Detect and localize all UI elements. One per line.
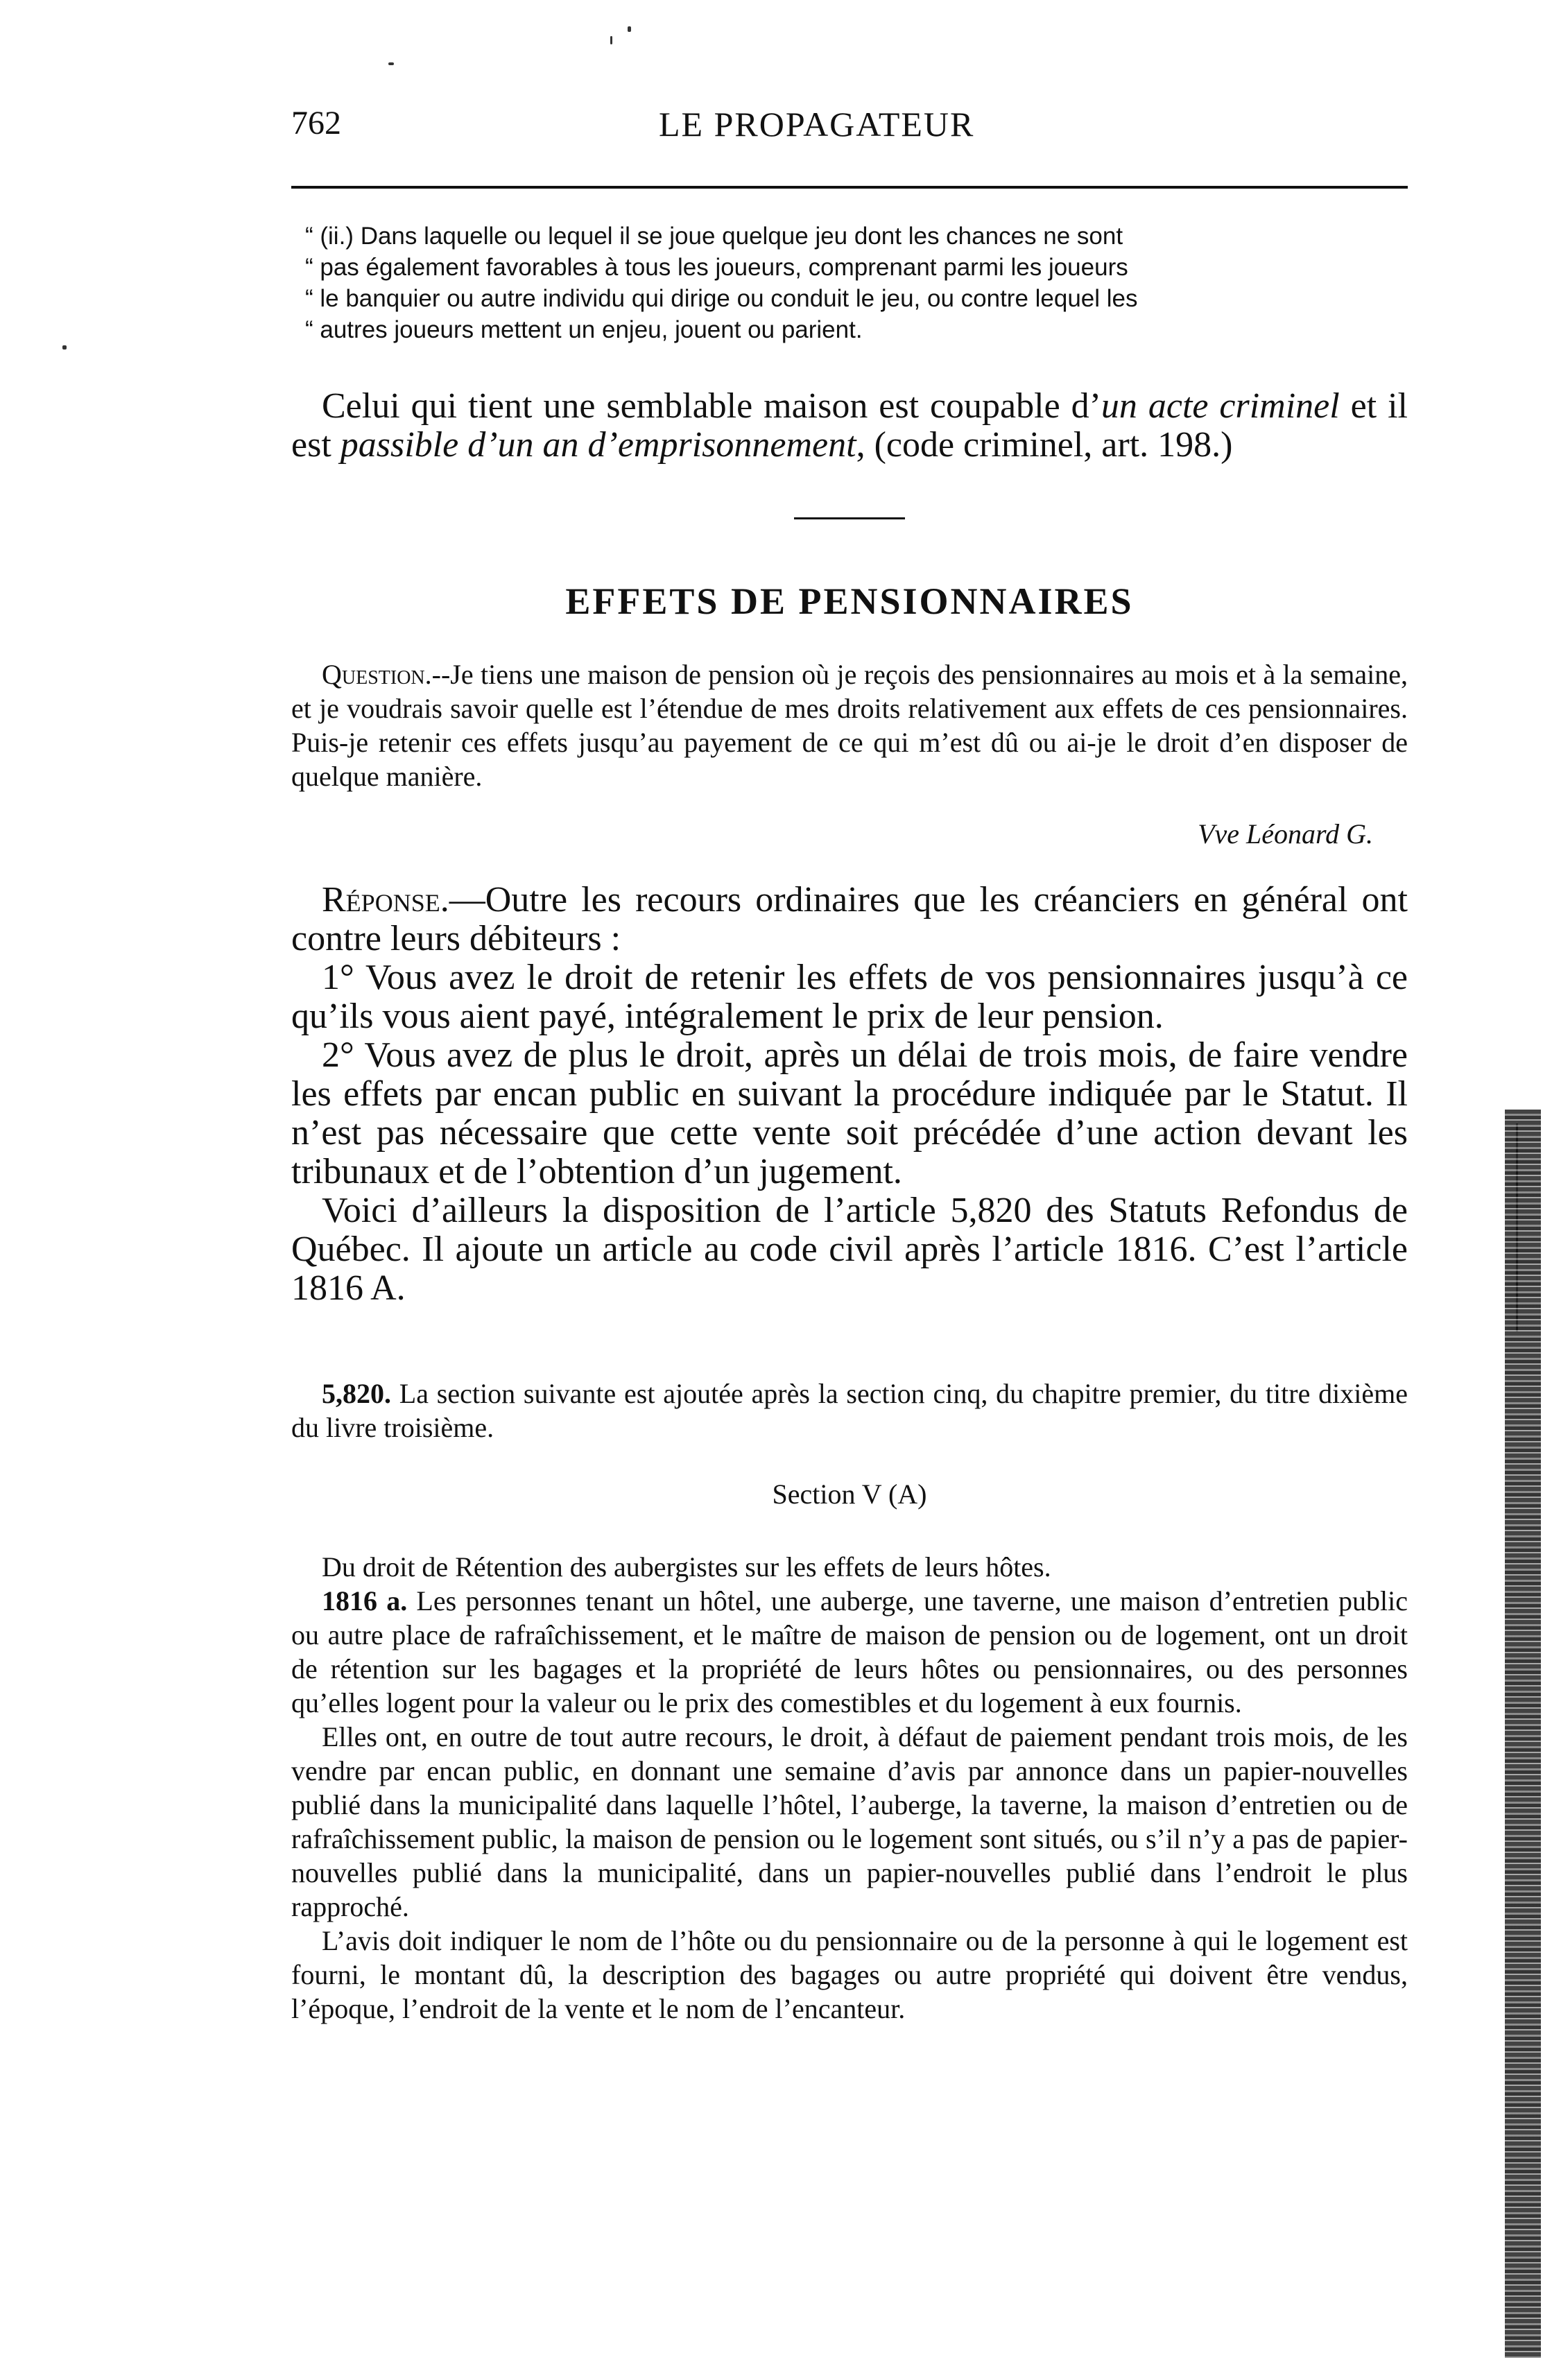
quote-line: “ autres joueurs mettent un enjeu, jouent ou parient. [305, 316, 863, 343]
response-point-1: 1° Vous avez le droit de retenir les effets de vos pensionnaires jusqu’à ce qu’ils vous aient payé, intégralement le prix de leur pension. [291, 958, 1408, 1036]
italic-phrase: passible d’un an d’emprisonnement [340, 425, 856, 465]
running-title: LE PROPAGATEUR [659, 105, 975, 144]
quoted-clause [305, 221, 1401, 345]
article-5820: 5,820. La section suivante est ajoutée après la section cinq, du chapitre premier, du titre dixième du livre troisième. [291, 1378, 1408, 1443]
question-signature: Vve Léonard G. [1198, 818, 1373, 850]
response-label: Réponse. [322, 880, 449, 920]
binding-edge [1505, 1110, 1541, 2358]
quote-line: “ pas également favorables à tous les joueurs, comprenant parmi les joueurs [305, 254, 1128, 281]
response-section [291, 881, 1408, 1308]
article-number: 5,820. [322, 1378, 391, 1409]
page-header [291, 104, 1401, 153]
italic-phrase: un acte criminel [1101, 386, 1340, 426]
article-number: 1816 a. [322, 1585, 408, 1616]
article-1816a-para-3: L’avis doit indiquer le nom de l’hôte ou du pensionnaire ou de la personne à qui le logement est fourni, le montant dû, la description des bagages ou autre propriété qui doivent être vendus, l’époque, l’endroit de la vente et le nom de l’encanteur. [291, 1925, 1408, 2024]
article-1816a-para-1: 1816 a. Les personnes tenant un hôtel, une auberge, une taverne, une maison d’entretien public ou autre place de rafraîchissement, et le maître de maison de pension ou de logement, ont un droit de rétention sur les bagages et la propriété de leurs hôtes ou pensionnaires, ou des personnes qu’elles logent pour la valeur ou le prix des comestibles et du logement à eux fournis. [291, 1585, 1408, 1718]
print-speck [388, 62, 394, 65]
article-1816a [291, 1584, 1408, 2026]
quote-line: “ le banquier ou autre individu qui dirige ou conduit le jeu, ou contre lequel les [305, 285, 1138, 312]
response-point-2: 2° Vous avez de plus le droit, après un délai de trois mois, de faire vendre les effets par encan public en suivant la procédure indiquée par le Statut. Il n’est pas nécessaire que cette vente soit précédée d’une action devant les tribunaux et de l’obtention d’un jugement. [291, 1035, 1408, 1191]
response-point-3: Voici d’ailleurs la disposition de l’article 5,820 des Statuts Refondus de Québec. Il ajoute un article au code civil après l’article 1816. C’est l’article 1816 A. [291, 1191, 1408, 1308]
page-number: 762 [291, 105, 341, 141]
print-speck [610, 36, 612, 44]
penalty-paragraph: Celui qui tient une semblable maison est coupable d’un acte criminel et il est passible d’un an d’emprisonnement, (code criminel, art. 198.) [291, 386, 1408, 465]
print-speck [628, 26, 631, 32]
header-rule [291, 186, 1408, 189]
response-intro: Réponse.—Outre les recours ordinaires que les créanciers en général ont contre leurs débiteurs : [291, 880, 1408, 958]
section-v-heading: Section V (A) [772, 1478, 927, 1510]
article-1816a-para-2: Elles ont, en outre de tout autre recours, le droit, à défaut de paiement pendant trois mois, de les vendre par encan public, en donnant une semaine d’avis par annonce dans un papier-nouvelles publié dans la municipalité dans laquelle l’hôtel, l’auberge, la taverne, la maison d’entretien ou de rafraîchissement public, la maison de pension ou le logement sont situés, ou s’il n’y a pas de papier-nouvelles publié dans la municipalité, dans un papier-nouvelles publié dans l’endroit le plus rapproché. [291, 1721, 1408, 1922]
section-divider [794, 517, 905, 519]
question-paragraph: Question.--Je tiens une maison de pension où je reçois des pensionnaires au mois et à la semaine, et je voudrais savoir quelle est l’étendue de mes droits relativement aux effets de ces pensionnaires. Puis-je retenir ces effets jusqu’au payement de ce qui m’est dû ou ai-je le droit d’en disposer de quelque manière. [291, 659, 1408, 792]
print-speck [62, 345, 67, 350]
section-title: EFFETS DE PENSIONNAIRES [565, 580, 1134, 622]
section-v-title: Du droit de Rétention des aubergistes sur les effets de leurs hôtes. [322, 1551, 1051, 1583]
quote-line: “ (ii.) Dans laquelle ou lequel il se joue quelque jeu dont les chances ne sont [305, 223, 1123, 250]
question-label: Question. [322, 659, 432, 690]
